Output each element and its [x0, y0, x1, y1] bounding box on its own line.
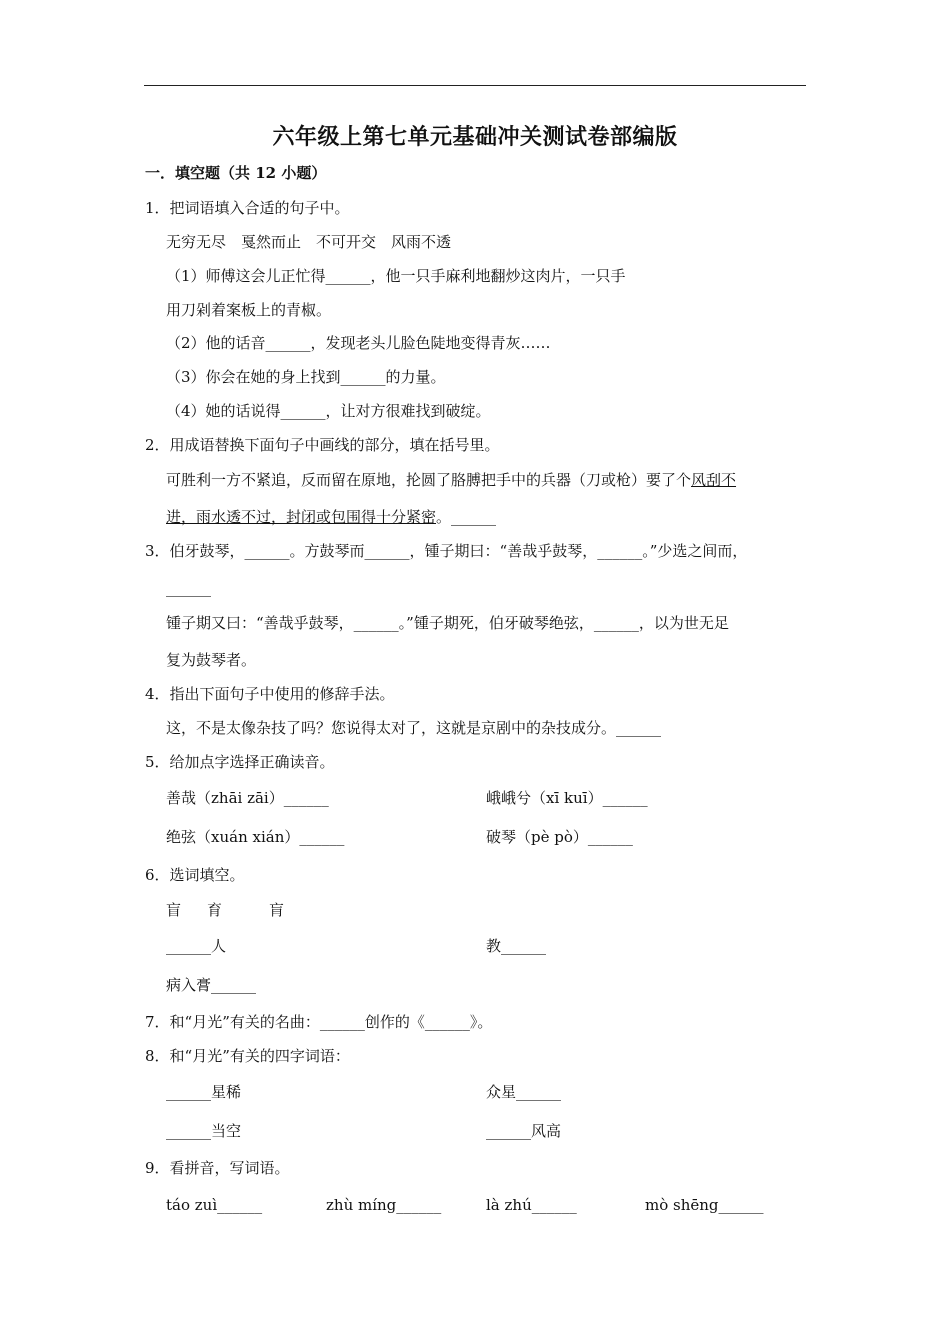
q8-item-a: ______星稀 [166, 1083, 242, 1101]
q2-underlined-part-1: 风刮不 [691, 471, 737, 489]
section-heading: 一．填空题（共 12 小题） [145, 164, 327, 182]
q2-stem: 2．用成语替换下面句子中画线的部分，填在括号里。 [145, 436, 500, 454]
q9-item-c: là zhú______ [486, 1196, 577, 1214]
q7-text: 7．和“月光”有关的名曲：______创作的《______》。 [145, 1013, 493, 1031]
q9-item-d: mò shēng______ [645, 1196, 764, 1214]
q6-word-1: 盲 [166, 901, 182, 919]
q9-item-b: zhù míng______ [326, 1196, 442, 1214]
q1-stem: 1．把词语填入合适的句子中。 [145, 199, 350, 217]
q8-stem: 8．和“月光”有关的四字词语： [145, 1047, 350, 1065]
q1-sentence-1a: （1）师傅这会儿正忙得______，他一只手麻利地翻炒这肉片，一只手 [166, 267, 626, 285]
q2-text-plain: 可胜利一方不紧追，反而留在原地，抡圆了胳膊把手中的兵器（刀或枪）要了个 [166, 471, 692, 489]
q8-item-b: 众星______ [486, 1083, 562, 1101]
header-rule [144, 85, 806, 86]
q5-item-b: 峨峨兮（xī kuī）______ [486, 789, 648, 807]
q3-line-3: 锺子期又曰：“善哉乎鼓琴，______。”锺子期死，伯牙破琴绝弦，______，以为世无足 [166, 614, 729, 632]
page-title: 六年级上第七单元基础冲关测试卷部编版 [272, 124, 678, 150]
q5-stem: 5．给加点字选择正确读音。 [145, 753, 335, 771]
q9-stem: 9．看拼音，写词语。 [145, 1159, 290, 1177]
q3-line-4: 复为鼓琴者。 [166, 651, 257, 669]
q2-line-2 [166, 507, 496, 527]
q6-word-2: 育 [207, 901, 223, 919]
q8-item-d: ______风高 [486, 1122, 562, 1140]
q1-sentence-1b: 用刀剁着案板上的青椒。 [166, 301, 332, 319]
q6-word-bank [166, 900, 284, 920]
q4-text: 这，不是太像杂技了吗？您说得太对了，这就是京剧中的杂技成分。______ [166, 719, 662, 737]
q6-item-a: ______人 [166, 937, 227, 955]
q6-item-b: 教______ [486, 937, 547, 955]
q6-item-c: 病入膏______ [166, 976, 257, 994]
q1-word-bank: 无穷无尽 戛然而止 不可开交 风雨不透 [166, 233, 452, 251]
q5-item-d: 破琴（pè pò）______ [486, 828, 633, 846]
q5-item-c: 绝弦（xuán xián）______ [166, 828, 345, 846]
q3-line-1: 3．伯牙鼓琴，______。方鼓琴而______，锺子期曰：“善哉乎鼓琴，______。”少选之间而， [145, 542, 748, 560]
q2-answer-blank: 。______ [436, 508, 497, 526]
q5-item-a: 善哉（zhāi zāi）______ [166, 789, 329, 807]
q1-sentence-3: （3）你会在她的身上找到______的力量。 [166, 368, 446, 386]
q3-line-2: ______ [166, 579, 211, 597]
q4-stem: 4．指出下面句子中使用的修辞手法。 [145, 685, 395, 703]
q2-line-1 [166, 470, 736, 490]
q9-item-a: táo zuì______ [166, 1196, 263, 1214]
q1-sentence-2: （2）他的话音______，发现老头儿脸色陡地变得青灰…… [166, 334, 551, 352]
q6-word-3: 肓 [269, 901, 285, 919]
q2-underlined-part-2: 进，雨水透不过，封闭或包围得十分紧密 [166, 508, 437, 526]
q8-item-c: ______当空 [166, 1122, 242, 1140]
q6-stem: 6．选词填空。 [145, 866, 245, 884]
q1-sentence-4: （4）她的话说得______，让对方很难找到破绽。 [166, 402, 491, 420]
